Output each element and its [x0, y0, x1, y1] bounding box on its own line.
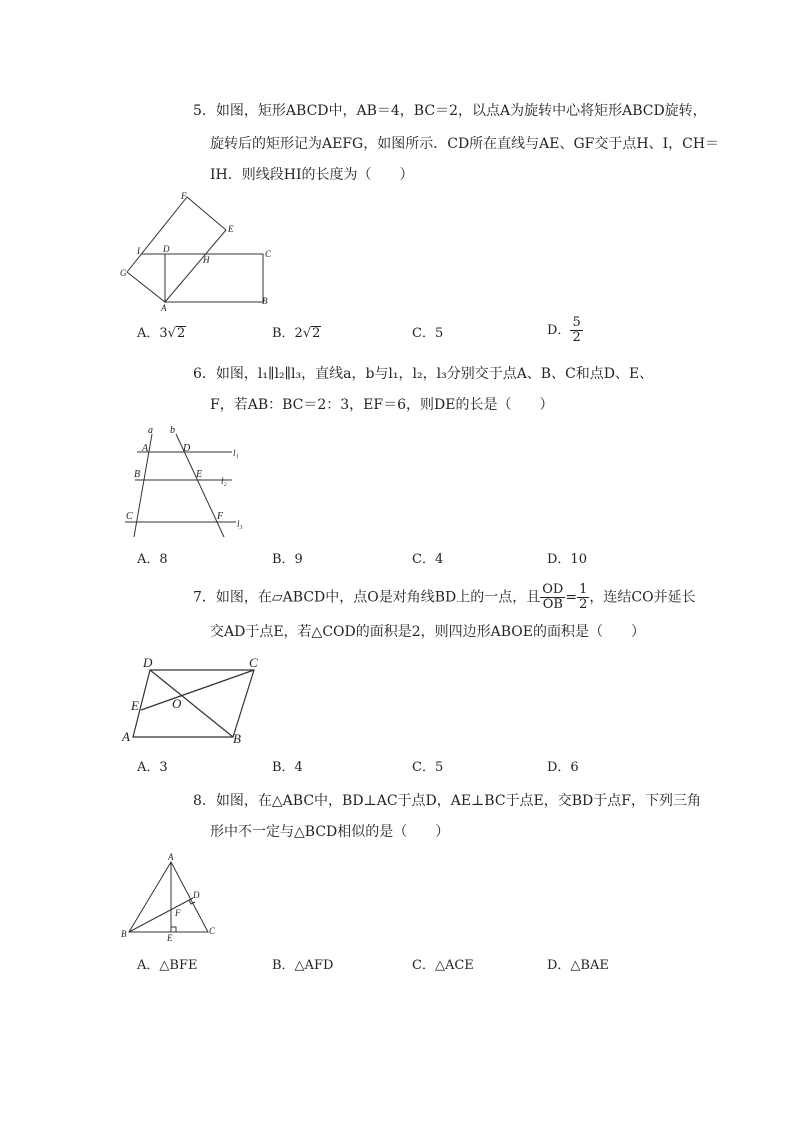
q7-parallelogram [133, 670, 254, 737]
q6-label-f: F [217, 511, 224, 522]
q6-label-d: D [183, 443, 191, 454]
q7-frac2-num: 1 [579, 582, 588, 597]
q6-text-line2: F，若AB：BC＝2：3，EF＝6，则DE的长是（ ） [210, 397, 554, 413]
q5-label-a: A [161, 303, 167, 313]
q6-option-a[interactable]: A．8 [137, 552, 168, 567]
q7-label-a: A [122, 729, 130, 744]
q5-option-d-fraction [570, 316, 582, 345]
q5-label-g: G [120, 268, 127, 278]
q5-label-d: D [163, 244, 170, 254]
q6-figure [115, 422, 255, 542]
q7-text-line1 [193, 583, 696, 612]
q5-label-e: E [228, 224, 234, 234]
q7-label-e: E [131, 698, 139, 713]
q5-rect-aefg [127, 197, 226, 302]
q5-option-a-radicand: 2 [176, 326, 186, 341]
q5-figure [115, 190, 285, 315]
q6-option-d[interactable]: D．10 [547, 552, 587, 567]
q5-option-b[interactable] [272, 324, 321, 344]
q5-option-c[interactable]: C．5 [412, 326, 444, 341]
q8-option-b[interactable]: B．△AFD [272, 958, 334, 973]
q6-label-e: E [196, 469, 203, 480]
q6-label-b: B [134, 469, 141, 480]
q7-text-line1-post: ，连结CO并延长 [589, 589, 696, 606]
q6-label-b-line: b [170, 425, 175, 436]
q7-diagonal-bd [150, 670, 233, 737]
q5-option-b-prefix: B．2 [272, 326, 303, 341]
q7-option-d[interactable]: D．6 [547, 760, 579, 775]
q5-option-a-prefix: A．3 [137, 326, 168, 341]
q6-label-l3: l₃ [237, 519, 243, 529]
q8-option-d[interactable]: D．△BAE [547, 958, 609, 973]
q5-label-c: C [265, 249, 272, 259]
q7-figure [118, 652, 278, 747]
q7-text-line2: 交AD于点E，若△COD的面积是2，则四边形ABOE的面积是（ ） [210, 624, 645, 640]
q8-text-line1: 8．如图，在△ABC中，BD⊥AC于点D，AE⊥BC于点E，交BD于点F，下列三角 [193, 793, 701, 809]
q5-label-i: I [137, 246, 140, 256]
q7-label-b: B [233, 731, 241, 746]
q5-label-b: B [262, 296, 268, 306]
q8-right-angle-e [171, 927, 176, 932]
q7-label-d: D [143, 655, 153, 670]
q6-label-l2: l₂ [221, 476, 227, 486]
q5-option-d[interactable] [547, 316, 583, 345]
q8-label-b: B [121, 929, 127, 939]
q6-label-a: A [142, 443, 149, 454]
q6-option-c[interactable]: C．4 [412, 552, 444, 567]
q7-frac1-den: OB [542, 597, 563, 612]
q5-text-line3: IH．则线段HI的长度为（ ） [210, 167, 414, 183]
q5-option-a[interactable] [137, 324, 186, 344]
q5-option-d-denominator: 2 [572, 330, 581, 345]
q5-option-d-numerator: 5 [572, 315, 581, 330]
q7-frac1-num: OD [542, 582, 564, 597]
q5-text-line2: 旋转后的矩形记为AEFG，如图所示．CD所在直线与AE、GF交于点H、I，CH＝ [210, 136, 720, 152]
q5-rect-abcd [165, 254, 263, 302]
q8-altitude-bd [129, 898, 193, 932]
q7-option-a[interactable]: A．3 [137, 760, 168, 775]
q8-label-d: D [193, 890, 200, 900]
q7-text-line1-pre: 7．如图，在▱ABCD中，点O是对角线BD上的一点，且 [193, 589, 541, 606]
q6-label-l1: l₁ [233, 448, 239, 458]
q8-option-c[interactable]: C．△ACE [412, 958, 474, 973]
q8-label-a: A [168, 852, 174, 862]
q7-label-c: C [249, 655, 258, 670]
q5-label-h: H [203, 255, 210, 265]
q8-label-c: C [209, 926, 216, 936]
q8-text-line2: 形中不一定与△BCD相似的是（ ） [210, 824, 450, 840]
q5-label-f: F [181, 191, 187, 201]
q5-text-line1: 5．如图，矩形ABCD中，AB＝4，BC＝2，以点A为旋转中心将矩形ABCD旋转， [193, 103, 707, 119]
q8-option-a[interactable]: A．△BFE [137, 958, 198, 973]
q6-option-b[interactable]: B．9 [272, 552, 303, 567]
q5-option-b-radicand: 2 [312, 326, 321, 341]
q8-label-f: F [175, 908, 181, 918]
q6-label-c: C [126, 511, 133, 522]
q7-equals: = [565, 589, 578, 606]
q5-option-d-prefix: D． [547, 323, 571, 338]
sqrt-sign-icon: √ [302, 326, 312, 341]
sqrt-sign-icon: √ [167, 326, 176, 341]
q8-figure [115, 850, 225, 945]
q7-label-o: O [172, 696, 182, 711]
q6-label-a-line: a [148, 425, 153, 436]
q7-option-c[interactable]: C．5 [412, 760, 444, 775]
q8-label-e: E [167, 933, 173, 943]
q6-text-line1: 6．如图，l₁∥l₂∥l₃，直线a，b与l₁，l₂，l₃分别交于点A、B、C和点D、E、 [193, 366, 654, 382]
q7-option-b[interactable]: B．4 [272, 760, 303, 775]
q7-fraction-od-ob [540, 583, 565, 612]
q7-fraction-half [577, 583, 589, 612]
q7-frac2-den: 2 [579, 597, 588, 612]
